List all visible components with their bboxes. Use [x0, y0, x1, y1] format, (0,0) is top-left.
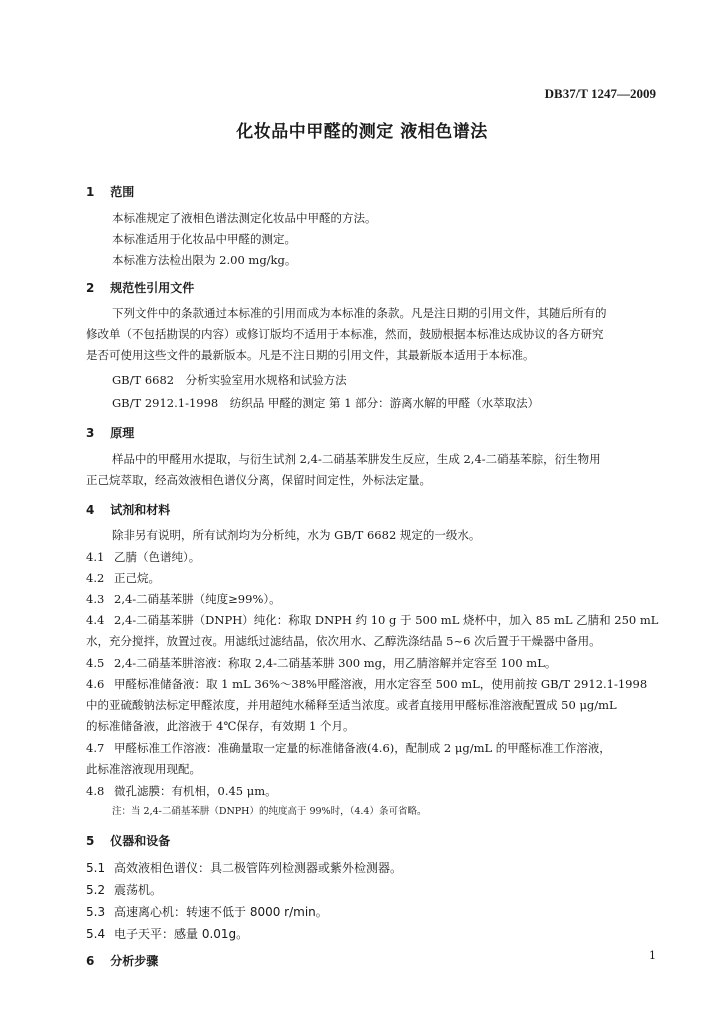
item-text: 甲醛标准储备液：取 1 mL 36%～38%甲醛溶液，用水定容至 500 mL，使用前按 GB/T 2912.1-1998	[114, 677, 648, 691]
item-text: 乙腈（色谱纯）。	[114, 550, 201, 564]
list-item	[86, 881, 162, 898]
list-item	[86, 925, 248, 942]
paragraph-line: 是否可使用这些文件的最新版本。凡是不注日期的引用文件，其最新版本适用于本标准。	[86, 348, 535, 362]
section-5-heading	[86, 832, 170, 849]
paragraph-line: 修改单（不包括勘误的内容）或修订版均不适用于本标准，然而，鼓励根据本标准达成协议的各方研究	[86, 327, 604, 341]
scope-line: 本标准适用于化妆品中甲醛的测定。	[112, 232, 296, 246]
list-item	[86, 859, 402, 876]
list-item	[86, 676, 647, 692]
section-4-heading	[86, 501, 170, 518]
section-title: 范围	[110, 185, 135, 199]
item-text: 高效液相色谱仪：具二极管阵列检测器或紫外检测器。	[114, 861, 403, 875]
item-number: 4.1	[86, 550, 105, 564]
reference-item: GB/T 2912.1-1998 纺织品 甲醛的测定 第 1 部分：游离水解的甲醛（水萃取法）	[112, 396, 540, 410]
section-title: 仪器和设备	[110, 834, 171, 848]
reference-item: GB/T 6682 分析实验室用水规格和试验方法	[112, 373, 347, 387]
item-text: 电子天平：感量 0.01g。	[114, 927, 249, 941]
item-text: 正己烷。	[114, 571, 160, 585]
item-number: 4.2	[86, 571, 105, 585]
list-item	[86, 570, 160, 586]
paragraph-line: 样品中的甲醛用水提取，与衍生试剂 2,4-二硝基苯肼发生反应，生成 2,4-二硝基苯腙，衍生物用	[112, 452, 601, 466]
section-number: 4	[86, 503, 95, 517]
item-text: 2,4-二硝基苯肼（纯度≥99%）。	[114, 592, 281, 606]
section-number: 2	[86, 281, 95, 295]
item-number: 4.4	[86, 613, 105, 627]
scope-line: 本标准方法检出限为 2.00 mg/kg。	[112, 253, 297, 267]
list-item	[86, 612, 658, 628]
list-item	[86, 655, 556, 671]
document-title: 化妆品中甲醛的测定 液相色谱法	[236, 122, 488, 142]
section-title: 规范性引用文件	[110, 281, 195, 295]
item-number: 5.4	[86, 927, 106, 941]
paragraph-line: 除非另有说明，所有试剂均为分析纯，水为 GB/T 6682 规定的一级水。	[112, 528, 481, 542]
page-number: 1	[649, 949, 656, 962]
section-2-heading	[86, 279, 194, 296]
item-text: 高速离心机：转速不低于 8000 r/min。	[114, 905, 328, 919]
item-number: 4.8	[86, 784, 105, 798]
item-number: 4.5	[86, 656, 105, 670]
item-number: 4.3	[86, 592, 105, 606]
item-text: 微孔滤膜：有机相，0.45 μm。	[114, 784, 277, 798]
item-number: 5.1	[86, 861, 106, 875]
section-number: 5	[86, 834, 95, 848]
paragraph-line: 下列文件中的条款通过本标准的引用而成为本标准的条款。凡是注日期的引用文件，其随后所有的	[112, 306, 607, 320]
section-3-heading	[86, 424, 134, 441]
item-continuation: 的标准储备液，此溶液于 4℃保存，有效期 1 个月。	[86, 719, 355, 733]
section-title: 试剂和材料	[110, 503, 171, 517]
item-text: 甲醛标准工作溶液：准确量取一定量的标准储备液(4.6)，配制成 2 μg/mL 的甲醛标准工作溶液，	[114, 741, 611, 755]
section-number: 3	[86, 426, 95, 440]
list-item	[86, 549, 200, 565]
standard-code: DB37/T 1247—2009	[544, 86, 656, 101]
item-text: 震荡机。	[114, 883, 163, 897]
paragraph-line: 正己烷萃取，经高效液相色谱仪分离，保留时间定性，外标法定量。	[86, 473, 431, 487]
item-number: 4.7	[86, 741, 105, 755]
item-number: 5.2	[86, 883, 106, 897]
list-item	[86, 903, 328, 920]
section-6-heading	[86, 952, 158, 969]
list-item	[86, 783, 277, 799]
list-item	[86, 740, 611, 756]
section-title: 原理	[110, 426, 135, 440]
section-number: 1	[86, 185, 95, 199]
note-text: 注：当 2,4-二硝基苯肼（DNPH）的纯度高于 99%时，（4.4）条可省略。	[112, 806, 427, 817]
scope-line: 本标准规定了液相色谱法测定化妆品中甲醛的方法。	[112, 211, 377, 225]
item-number: 5.3	[86, 905, 106, 919]
item-continuation: 中的亚硫酸钠法标定甲醛浓度，并用超纯水稀释至适当浓度。或者直接用甲醛标准溶液配置成 50 μg/mL	[86, 698, 617, 712]
item-number: 4.6	[86, 677, 105, 691]
section-title: 分析步骤	[110, 954, 159, 968]
item-text: 2,4-二硝基苯肼（DNPH）纯化：称取 DNPH 约 10 g 于 500 mL 烧杯中，加入 85 mL 乙腈和 250 mL	[114, 613, 659, 627]
item-text: 2,4-二硝基苯肼溶液：称取 2,4-二硝基苯肼 300 mg，用乙腈溶解并定容至 100 mL。	[114, 656, 557, 670]
list-item	[86, 591, 281, 607]
section-number: 6	[86, 954, 95, 968]
section-1-heading	[86, 183, 134, 200]
item-continuation: 此标准溶液现用现配。	[86, 762, 201, 776]
item-continuation: 水，充分搅拌，放置过夜。用滤纸过滤结晶，依次用水、乙醇洗涤结晶 5~6 次后置于干燥器中备用。	[86, 634, 601, 648]
